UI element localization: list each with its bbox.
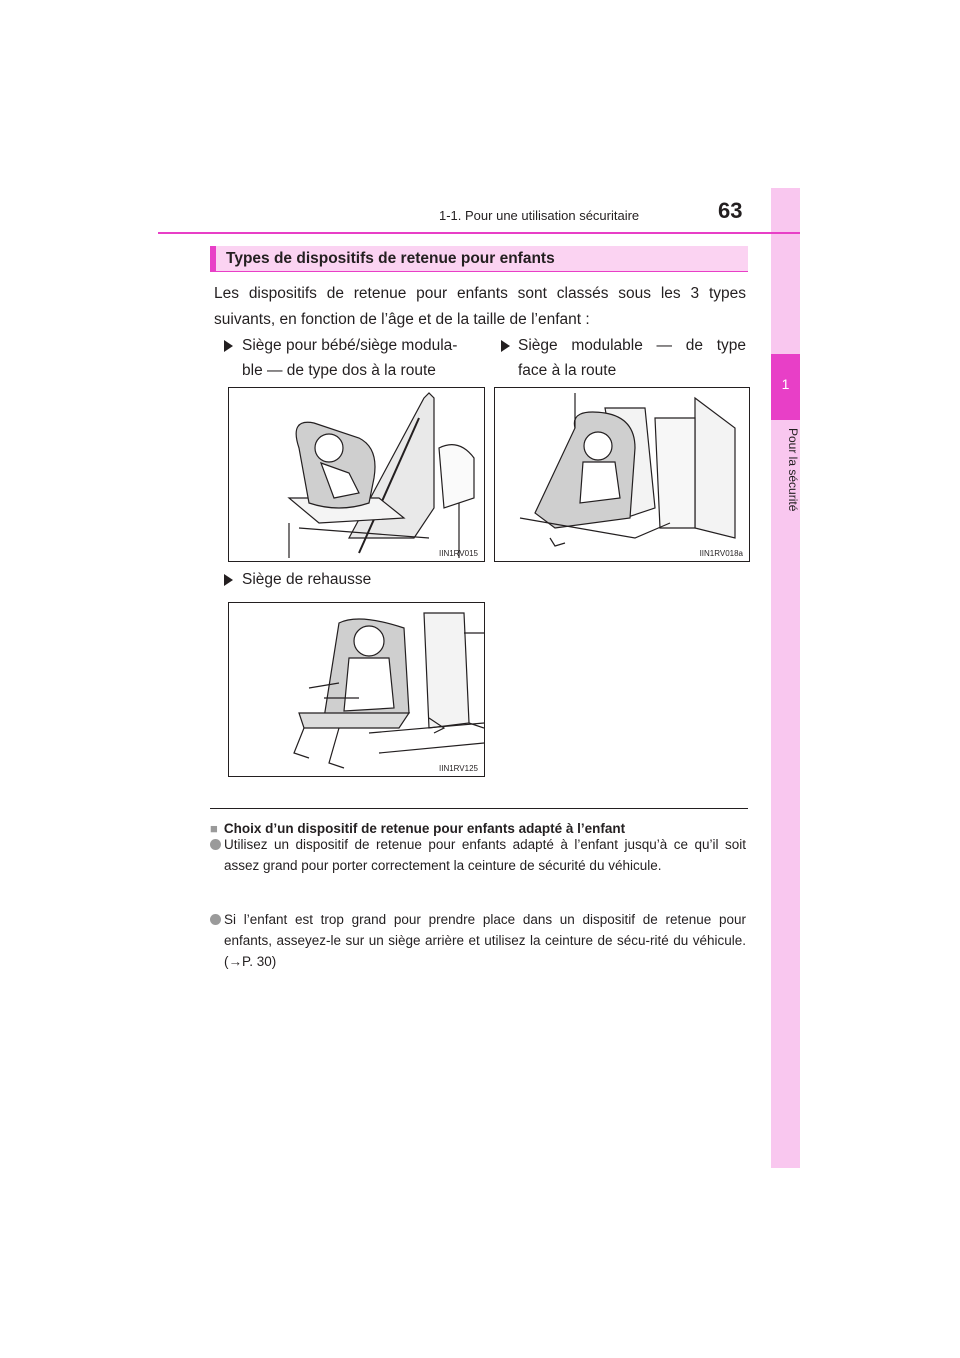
rear-facing-seat-illustration (229, 388, 484, 561)
intro-paragraph: Les dispositifs de retenue pour enfants sont classés sous les 3 types suivants, en fonction de l’âge et de la taille de l’enfant : (214, 285, 746, 328)
header-rule (158, 232, 800, 234)
triangle-bullet-icon (224, 340, 233, 352)
type-item-3 (242, 567, 371, 592)
type-item-2 (518, 333, 746, 383)
choice-bullet-1: Utilisez un dispositif de retenue pour enfants adapté à l’enfant jusqu’à ce qu’il soit assez grand pour porter correctement la ceinture de sécurité du véhicule. (224, 837, 746, 873)
square-bullet-icon: ■ (210, 821, 218, 836)
figure-code: IIN1RV018a (699, 549, 743, 558)
figure-code: IIN1RV015 (439, 549, 478, 558)
page-number: 63 (718, 198, 743, 223)
circle-bullet-icon (210, 839, 221, 850)
section-heading (210, 246, 748, 272)
type-3-line1: Siège de rehausse (242, 571, 372, 588)
chapter-side-tab (771, 188, 800, 1168)
section-title: Types de dispositifs de retenue pour enfants (226, 250, 555, 267)
type-2-line1: Siège modulable — de type (518, 337, 746, 354)
type-2-line2: face à la route (518, 362, 617, 379)
forward-facing-seat-illustration (495, 388, 749, 561)
figure-booster-seat (228, 602, 485, 777)
chapter-number: 1 (781, 376, 790, 392)
choice-bullet-2: Si l’enfant est trop grand pour prendre place dans un dispositif de retenue pour enfants, asseyez-le sur un siège arrière et utilisez la ceinture de sécu-rité du véhicule. (→P. 30) (224, 912, 746, 969)
type-item-1 (242, 333, 457, 383)
circle-bullet-icon (210, 914, 221, 925)
figure-forward-facing-seat (494, 387, 750, 562)
booster-seat-illustration (229, 603, 484, 776)
section-divider (210, 808, 748, 809)
figure-code: IIN1RV125 (439, 764, 478, 773)
type-1-line1: Siège pour bébé/siège modula- (242, 337, 458, 354)
chapter-label: Pour la sécurité (786, 428, 800, 512)
type-1-line2: ble — de type dos à la route (242, 362, 436, 379)
triangle-bullet-icon (224, 574, 233, 586)
running-head: 1-1. Pour une utilisation sécuritaire (439, 208, 640, 223)
triangle-bullet-icon (501, 340, 510, 352)
figure-rear-facing-seat (228, 387, 485, 562)
choice-title: Choix d’un dispositif de retenue pour enfants adapté à l’enfant (223, 821, 626, 836)
